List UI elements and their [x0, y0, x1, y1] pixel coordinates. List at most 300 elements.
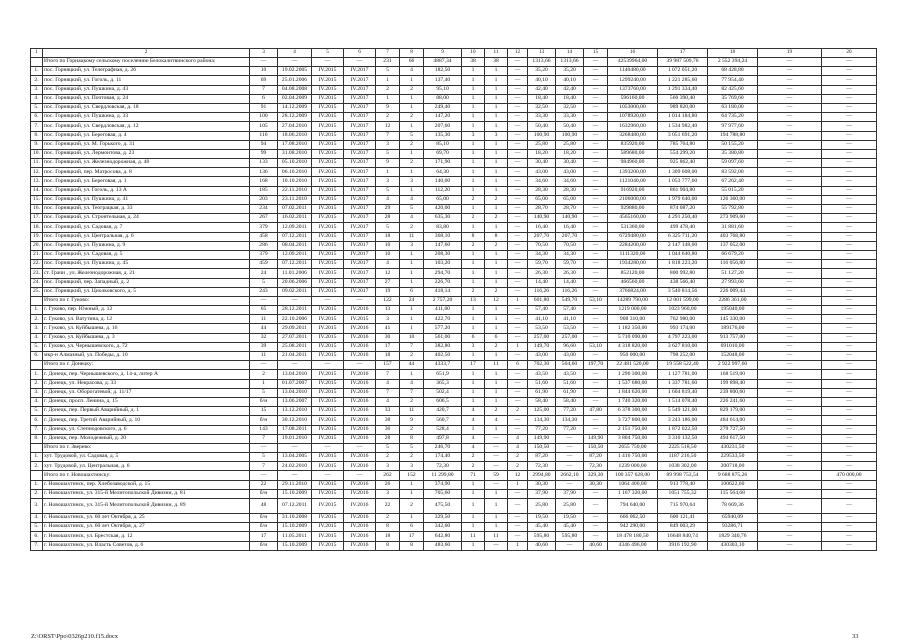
table-row — [31, 122, 877, 131]
table-cell: — — [758, 241, 822, 250]
table-cell: 16.02.2011 — [278, 214, 312, 223]
table-cell: — — [508, 388, 528, 397]
subtotal-row — [31, 361, 877, 370]
table-cell: 273 909,60 — [708, 214, 758, 223]
table-cell: 87,20 — [584, 453, 608, 462]
table-cell: 1 — [485, 67, 508, 76]
table-cell: 14,40 — [556, 278, 584, 287]
table-cell: 368,10 — [424, 232, 462, 241]
table-cell: 989 820,00 — [658, 103, 708, 112]
table-cell: 20.06.2006 — [278, 278, 312, 287]
table-cell: 5 — [376, 186, 400, 195]
address-cell: г. Новошахтинск, ул. 315-й Мелитопольской Дивизии, д. 81 — [43, 489, 250, 498]
table-cell: 199 898,40 — [708, 379, 758, 388]
table-cell: 666 062,50 — [608, 514, 658, 523]
table-row — [31, 416, 877, 425]
table-cell: — — [758, 168, 822, 177]
table-cell: — — [758, 159, 822, 168]
table-cell: — — [584, 514, 608, 523]
table-cell: 2 — [400, 425, 424, 434]
table-cell: IV.2016 — [344, 416, 376, 425]
table-cell: IV.2015 — [312, 260, 344, 269]
table-cell: 861 904,80 — [658, 186, 708, 195]
table-cell: 1299240,00 — [608, 76, 658, 85]
table-cell: — — [822, 140, 877, 149]
table-cell: 28,70 — [528, 205, 556, 214]
table-row — [31, 523, 877, 532]
table-cell: — — [822, 58, 877, 67]
table-cell: 1 — [400, 149, 424, 158]
table-cell: 257,00 — [556, 333, 584, 342]
table-cell: 1239 000,00 — [608, 462, 658, 471]
table-cell: 4 — [376, 260, 400, 269]
table-cell: IV.2017 — [344, 122, 376, 131]
table-cell: 1 — [485, 159, 508, 168]
table-cell: — — [822, 514, 877, 523]
table-cell: 1 — [462, 149, 485, 158]
table-cell: 4 — [376, 379, 400, 388]
table-cell: — — [584, 131, 608, 140]
table-cell: 43,00 — [556, 352, 584, 361]
table-cell: — — [508, 94, 528, 103]
table-cell: IV.2016 — [344, 480, 376, 489]
table-cell: 239 800,60 — [708, 388, 758, 397]
table-cell: 5 — [400, 443, 424, 452]
table-cell: 1 — [485, 223, 508, 232]
table-cell: — — [312, 296, 344, 305]
table-cell: 25.08.2011 — [278, 342, 312, 351]
table-cell: 1 — [462, 541, 485, 550]
table-cell: — — [508, 523, 528, 532]
table-cell: — — [250, 361, 278, 370]
table-cell: 17.08.2011 — [278, 425, 312, 434]
table-cell: — — [758, 324, 822, 333]
row-number-cell: 1. — [31, 67, 43, 76]
table-row — [31, 480, 877, 489]
table-cell: — — [822, 342, 877, 351]
table-cell: 7 — [400, 388, 424, 397]
table-cell: 32 — [250, 333, 278, 342]
table-row — [31, 159, 877, 168]
row-number-cell: 4. — [31, 397, 43, 406]
row-number-cell: 6. — [31, 113, 43, 122]
table-cell: — — [508, 499, 528, 514]
table-cell: — — [312, 58, 344, 67]
table-cell: 2 — [485, 342, 508, 351]
table-cell: IV.2015 — [312, 241, 344, 250]
table-cell: 13 — [376, 306, 400, 315]
table-cell: 33 — [376, 407, 400, 416]
column-number-cell: 5 — [312, 49, 344, 58]
table-cell: 2 — [400, 453, 424, 462]
table-cell: 422,70 — [424, 315, 462, 324]
table-cell: 835920,00 — [608, 140, 658, 149]
table-cell: — — [584, 122, 608, 131]
table-cell: — — [556, 434, 584, 443]
table-cell: — — [250, 443, 278, 452]
row-number-cell: 12. — [31, 168, 43, 177]
table-cell: — — [278, 58, 312, 67]
table-cell: 150,50 — [528, 443, 556, 452]
table-cell: — — [758, 407, 822, 416]
table-cell: 3 — [462, 131, 485, 140]
table-cell: 1 — [400, 76, 424, 85]
table-cell: 30,30 — [584, 480, 608, 489]
table-cell: 2662,10 — [556, 471, 584, 480]
table-row — [31, 324, 877, 333]
table-cell: 15 — [250, 407, 278, 416]
table-row — [31, 425, 877, 434]
table-row — [31, 149, 877, 158]
table-cell: 1313,66 — [528, 58, 556, 67]
table-cell: 61,90 — [556, 388, 584, 397]
table-cell: 379 — [250, 223, 278, 232]
table-cell: 560 390,40 — [658, 94, 708, 103]
address-cell: г. Донецк, ул. Оборогатевой, д. 11/17 — [43, 388, 250, 397]
address-cell: г. Донецк, ул. Степнодовского, д. 6 — [43, 425, 250, 434]
table-cell: — — [584, 168, 608, 177]
table-cell: IV.2015 — [312, 131, 344, 140]
table-cell: 1 337 781,60 — [658, 379, 708, 388]
table-cell: 577,20 — [424, 324, 462, 333]
table-cell: — — [584, 214, 608, 223]
table-cell: 61,90 — [528, 388, 556, 397]
table-cell: IV.2016 — [344, 352, 376, 361]
table-cell: IV.2015 — [312, 333, 344, 342]
table-cell: 64,30 — [424, 168, 462, 177]
table-cell: 22 481 520,00 — [608, 361, 658, 370]
table-cell: 2 — [485, 241, 508, 250]
table-cell: 1111320,00 — [608, 250, 658, 259]
table-cell: 3 — [400, 241, 424, 250]
table-cell: — — [822, 499, 877, 514]
table-row — [31, 453, 877, 462]
table-cell: 185 — [250, 186, 278, 195]
table-cell: — — [758, 195, 822, 204]
table-cell: 589680,00 — [608, 149, 658, 158]
table-cell: 18,20 — [528, 149, 556, 158]
table-cell: — — [822, 103, 877, 112]
table-cell: б/н — [250, 514, 278, 523]
table-cell: 4 — [400, 195, 424, 204]
table-cell: 59 097,60 — [708, 159, 758, 168]
table-cell: IV.2015 — [312, 370, 344, 379]
address-cell: г. Гуково, ул. Куйбышева, д. 3 — [43, 333, 250, 342]
table-cell: 12.09.2011 — [278, 250, 312, 259]
table-cell: 329,50 — [424, 514, 462, 523]
table-cell: 1 — [462, 85, 485, 94]
table-row — [31, 94, 877, 103]
table-row — [31, 214, 877, 223]
table-cell: 950 000,00 — [608, 352, 658, 361]
table-cell: 1064 400,00 — [608, 480, 658, 489]
table-cell: 4 — [376, 195, 400, 204]
table-cell: 10.10.2010 — [278, 177, 312, 186]
table-row — [31, 232, 877, 241]
table-cell: 1 044 640,80 — [658, 250, 708, 259]
table-cell: IV.2015 — [312, 223, 344, 232]
table-cell: IV.2015 — [312, 324, 344, 333]
table-cell: 100,90 — [556, 131, 584, 140]
table-row — [31, 342, 877, 351]
table-cell: 4 — [508, 434, 528, 443]
table-cell: 1 — [400, 260, 424, 269]
table-cell: IV.2016 — [344, 434, 376, 443]
table-cell: — — [758, 223, 822, 232]
table-cell: — — [508, 214, 528, 223]
table-cell: 43,00 — [556, 168, 584, 177]
row-number-cell: 1. — [31, 370, 43, 379]
column-number-cell: 9 — [424, 49, 462, 58]
table-cell: — — [758, 453, 822, 462]
table-cell: 85,10 — [424, 140, 462, 149]
table-cell: — — [822, 352, 877, 361]
table-cell: — — [822, 333, 877, 342]
column-number-cell: 8 — [400, 49, 424, 58]
table-cell: 174,40 — [424, 453, 462, 462]
table-cell: IV.2016 — [344, 388, 376, 397]
table-cell: 1 — [462, 113, 485, 122]
table-cell: 82 425,60 — [708, 85, 758, 94]
table-cell: 1 — [462, 269, 485, 278]
table-cell: 18,40 — [556, 94, 584, 103]
table-cell: 27.07.2011 — [278, 333, 312, 342]
table-cell: — — [584, 94, 608, 103]
table-cell: — — [584, 397, 608, 406]
table-cell: IV.2017 — [344, 205, 376, 214]
table-cell: 635,30 — [424, 214, 462, 223]
table-cell: — — [584, 352, 608, 361]
address-cell: г. Донецк, просп. Ленина, д. 15 — [43, 397, 250, 406]
table-cell: IV.2015 — [312, 205, 344, 214]
table-cell: 50,40 — [528, 122, 556, 131]
table-row — [31, 315, 877, 324]
table-cell: — — [508, 67, 528, 76]
table-cell: 418,14 — [424, 287, 462, 296]
table-cell: — — [822, 453, 877, 462]
table-cell: 459 — [250, 260, 278, 269]
table-cell: 7 — [250, 434, 278, 443]
table-cell: — — [584, 315, 608, 324]
table-cell: 116 — [250, 131, 278, 140]
table-cell: 2 — [462, 462, 485, 471]
table-cell: 09.02.2011 — [278, 287, 312, 296]
table-cell: IV.2015 — [312, 306, 344, 315]
table-cell: 1 — [485, 514, 508, 523]
table-cell: 24 — [250, 269, 278, 278]
table-cell: 2 — [508, 453, 528, 462]
table-cell: — — [508, 315, 528, 324]
table-cell: IV.2017 — [344, 67, 376, 76]
table-cell: 38 — [462, 58, 485, 67]
table-cell: 51,60 — [556, 379, 584, 388]
column-number-cell: 6 — [344, 49, 376, 58]
table-cell: 908 310,00 — [608, 315, 658, 324]
table-cell: IV.2017 — [344, 214, 376, 223]
table-row — [31, 379, 877, 388]
table-cell: IV.2016 — [344, 462, 376, 471]
table-cell: — — [758, 250, 822, 259]
address-cell: г. Новошахтинск, ул. Власть Советов, д. 6 — [43, 541, 250, 550]
table-cell: 4 — [462, 407, 485, 416]
table-cell: 67 262,40 — [708, 177, 758, 186]
table-cell: IV.2017 — [344, 278, 376, 287]
row-number-cell: 10. — [31, 149, 43, 158]
table-cell: 25.01.2006 — [278, 76, 312, 85]
table-cell: 3 — [400, 177, 424, 186]
table-cell: — — [584, 333, 608, 342]
table-cell: 194 788,80 — [708, 131, 758, 140]
row-number-cell: 2. — [31, 489, 43, 498]
table-cell: 1 — [400, 278, 424, 287]
table-cell: 87,20 — [528, 453, 556, 462]
table-cell: IV.2015 — [312, 425, 344, 434]
table-cell: — — [344, 296, 376, 305]
table-cell: 140,90 — [528, 214, 556, 223]
address-cell: г. Гуково, ул. Ватутина, д. 12 — [43, 315, 250, 324]
table-cell: — — [312, 361, 344, 370]
row-number-cell: 1. — [31, 306, 43, 315]
table-cell: 243 — [250, 287, 278, 296]
table-cell: — — [584, 416, 608, 425]
table-cell: — — [508, 140, 528, 149]
table-cell: 10 — [376, 250, 400, 259]
table-cell: 58,40 — [528, 397, 556, 406]
row-number-cell: 7. — [31, 425, 43, 434]
table-row — [31, 462, 877, 471]
table-cell: 2 — [462, 453, 485, 462]
address-cell: г. Гуково, пер. Южный, д. 12 — [43, 306, 250, 315]
table-cell: — — [822, 214, 877, 223]
table-cell: — — [758, 177, 822, 186]
table-cell: 33,30 — [528, 113, 556, 122]
row-number-cell: 20. — [31, 241, 43, 250]
table-cell: 68 428,80 — [708, 67, 758, 76]
table-cell: 8 — [485, 232, 508, 241]
table-cell: 554 299,20 — [658, 149, 708, 158]
table-cell: 34,60 — [556, 177, 584, 186]
table-cell: 849 003,29 — [658, 523, 708, 532]
subtotal-label: Итого по г. Новошахтинску: — [43, 471, 250, 480]
table-cell: 69 — [250, 76, 278, 85]
table-cell: 72,30 — [584, 462, 608, 471]
table-cell: 12 — [485, 296, 508, 305]
row-number-cell: 19. — [31, 232, 43, 241]
table-cell: — — [508, 278, 528, 287]
table-cell: — — [508, 159, 528, 168]
table-cell: IV.2016 — [344, 306, 376, 315]
table-cell: 22 — [250, 480, 278, 489]
table-cell: 365,3 — [424, 379, 462, 388]
table-row — [31, 489, 877, 498]
table-cell: 77,20 — [556, 425, 584, 434]
table-cell: — — [822, 278, 877, 287]
table-cell: — — [758, 278, 822, 287]
column-number-cell: 15 — [584, 49, 608, 58]
table-cell: 560,7 — [424, 416, 462, 425]
table-cell: IV.2017 — [344, 269, 376, 278]
table-cell: — — [758, 94, 822, 103]
row-number-cell: 1. — [31, 480, 43, 489]
table-cell: IV.2015 — [312, 67, 344, 76]
table-cell: IV.2015 — [312, 499, 344, 514]
table-cell: 30,40 — [556, 159, 584, 168]
table-cell: — — [584, 76, 608, 85]
table-cell: 2655 750,00 — [608, 443, 658, 452]
table-cell: 3766824,00 — [608, 287, 658, 296]
table-cell: 17 — [462, 361, 485, 370]
table-cell: — — [508, 287, 528, 296]
table-cell: 1 — [376, 94, 400, 103]
table-cell: 16648 840,74 — [658, 532, 708, 541]
table-cell: 65,00 — [528, 195, 556, 204]
table-row — [31, 177, 877, 186]
table-cell: — — [822, 296, 877, 305]
table-cell: 549,70 — [556, 296, 584, 305]
table-cell: IV.2017 — [344, 223, 376, 232]
table-cell: 5 710 090,00 — [608, 333, 658, 342]
subtotal-row — [31, 58, 877, 67]
table-cell: 913 757,00 — [708, 333, 758, 342]
table-cell: 7 — [400, 342, 424, 351]
footer-file-path: Z:\ORST\Ppo\0326p210.f15.docx — [31, 633, 118, 640]
table-cell: 1 — [485, 489, 508, 498]
table-cell: 07.12.2011 — [278, 232, 312, 241]
table-cell: 1 979 640,00 — [658, 195, 708, 204]
table-cell: — — [822, 370, 877, 379]
address-cell: пос. Горняцкий, пер. Матросова, д. 8 — [43, 168, 250, 177]
row-number-cell: 18. — [31, 223, 43, 232]
table-cell: 2 — [400, 223, 424, 232]
table-cell: — — [508, 425, 528, 434]
table-cell: б/н — [250, 523, 278, 532]
table-cell: 17 — [400, 532, 424, 541]
table-cell: 1 — [485, 370, 508, 379]
table-cell: 1 — [462, 278, 485, 287]
table-cell: 28 — [376, 434, 400, 443]
table-cell: — — [250, 296, 278, 305]
table-cell: — — [822, 168, 877, 177]
row-number-cell: 2. — [31, 379, 43, 388]
table-cell: 1 — [485, 388, 508, 397]
table-cell: 984960,00 — [608, 159, 658, 168]
table-cell: 9 — [376, 103, 400, 112]
table-cell: 5 — [376, 443, 400, 452]
table-cell: — — [508, 205, 528, 214]
table-cell: 2 — [462, 214, 485, 223]
table-cell: 1051 755,32 — [658, 489, 708, 498]
table-cell: 44 — [250, 324, 278, 333]
table-cell: 1 — [485, 113, 508, 122]
table-row — [31, 67, 877, 76]
table-cell: IV.2015 — [312, 85, 344, 94]
table-row — [31, 333, 877, 342]
table-cell: IV.2016 — [344, 370, 376, 379]
table-row — [31, 370, 877, 379]
table-cell: — — [584, 223, 608, 232]
table-cell: 100 — [250, 113, 278, 122]
table-cell: 72,30 — [528, 462, 556, 471]
table-cell: 13.12.2010 — [278, 407, 312, 416]
table-cell: — — [278, 471, 312, 480]
table-cell: 231 — [376, 58, 400, 67]
table-cell: — — [584, 103, 608, 112]
table-cell: 65940,09 — [708, 514, 758, 523]
table-cell: 2 — [462, 287, 485, 296]
table-cell: 8 — [400, 541, 424, 550]
table-cell: 41 — [376, 324, 400, 333]
row-number-cell: 16. — [31, 205, 43, 214]
